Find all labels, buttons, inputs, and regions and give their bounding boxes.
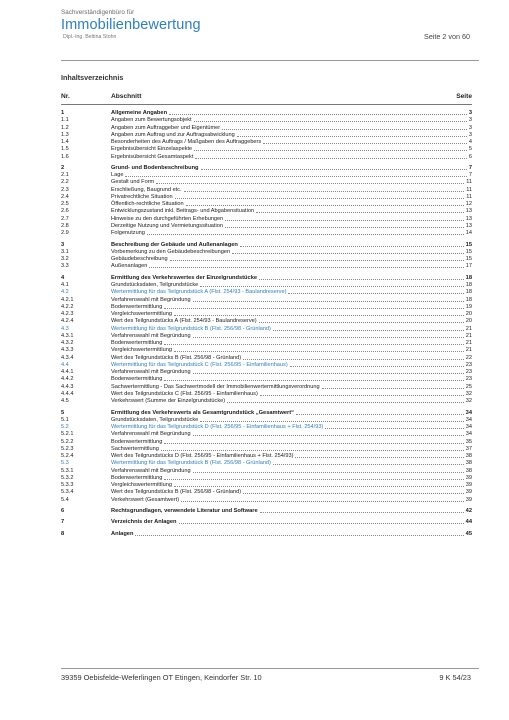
toc-entry-row[interactable] <box>61 139 472 146</box>
toc-entry-page: 21 <box>465 325 472 332</box>
toc-entry-page: 15 <box>465 248 472 255</box>
toc-entry-page: 18 <box>465 274 472 281</box>
footer-address: 39359 Oebisfelde-Weferlingen OT Etingen, Keindorfer Str. 10 <box>61 673 262 682</box>
toc-chapter-row[interactable] <box>61 531 472 538</box>
toc-dot-leader <box>164 376 463 381</box>
toc-entry-page: 18 <box>465 289 472 296</box>
toc-dot-leader <box>225 223 464 228</box>
toc-entries <box>61 110 472 538</box>
toc-chapter-row[interactable] <box>61 242 472 249</box>
toc-entry-page: 23 <box>465 361 472 368</box>
toc-dot-leader <box>225 216 464 221</box>
toc-dot-leader <box>181 497 464 502</box>
toc-entry-page: 38 <box>465 467 472 474</box>
toc-dot-leader <box>243 355 464 360</box>
toc-entry-row[interactable] <box>61 468 472 475</box>
toc-entry-title: Rechtsgrundlagen, verwendete Literatur und Software <box>111 507 258 514</box>
toc-entry-number: 2.8 <box>61 222 69 229</box>
toc-entry-title: Verkehrswert (Summe der Einzelgrundstücke) <box>111 398 226 405</box>
toc-entry-page: 7 <box>468 172 472 179</box>
toc-dot-leader <box>149 263 463 268</box>
toc-entry-page: 11 <box>466 179 472 186</box>
toc-title: Inhaltsverzeichnis <box>61 73 124 82</box>
toc-entry-page: 11 <box>466 186 472 193</box>
toc-entry-number: 4.3.2 <box>61 340 74 347</box>
toc-entry-title: Vergleichswertermittlung <box>111 482 172 488</box>
toc-dot-leader <box>322 384 464 389</box>
toc-entry-number: 2.7 <box>61 215 69 222</box>
toc-entry-number: 4.4 <box>61 361 69 368</box>
toc-entry-row[interactable] <box>61 256 472 263</box>
toc-entry-title: Bodenwertermittlung <box>111 438 163 445</box>
toc-entry-page: 34 <box>465 424 472 430</box>
toc-entry-title: Ergebnisübersicht Gesamtaspekt <box>111 153 194 160</box>
toc-entry-row[interactable] <box>61 282 472 289</box>
toc-entry-row[interactable] <box>61 146 472 153</box>
toc-dot-leader <box>193 431 464 436</box>
toc-entry-number: 4.2 <box>61 289 69 296</box>
toc-entry-page: 38 <box>465 453 472 459</box>
toc-dot-leader <box>169 110 467 115</box>
toc-entry-title: Erschließung, Baugrund etc. <box>111 186 182 193</box>
toc-entry-row[interactable] <box>61 333 472 340</box>
toc-entry-page: 3 <box>468 117 472 124</box>
toc-dot-leader <box>186 201 464 206</box>
toc-entry-row[interactable] <box>61 398 472 405</box>
header-divider <box>61 60 479 61</box>
toc-entry-page: 13 <box>465 215 472 222</box>
toc-entry-title: Allgemeine Angaben <box>111 110 168 116</box>
table-of-contents <box>61 91 472 538</box>
toc-entry-row[interactable] <box>61 417 472 424</box>
toc-entry-page: 38 <box>465 460 472 467</box>
toc-entry-number: 2.3 <box>61 186 69 193</box>
toc-entry-row[interactable] <box>61 340 472 347</box>
toc-entry-number: 2.6 <box>61 208 69 215</box>
toc-dot-leader <box>179 519 464 524</box>
toc-entry-page: 35 <box>465 438 472 445</box>
toc-dot-leader <box>194 146 467 151</box>
toc-entry-title: Folgenutzung <box>111 230 145 237</box>
toc-entry-number: 3.3 <box>61 263 69 270</box>
toc-entry-row[interactable] <box>61 460 472 467</box>
toc-entry-title: Hinweise zu den durchgeführten Erhebungen <box>111 215 224 222</box>
toc-entry-row[interactable] <box>61 125 472 132</box>
toc-dot-leader <box>147 230 464 235</box>
toc-dot-leader <box>240 242 464 247</box>
toc-entry-title: Gestalt und Form <box>111 179 155 186</box>
toc-dot-leader <box>243 489 464 494</box>
toc-entry-row[interactable] <box>61 208 472 215</box>
toc-entry-number: 5.2.1 <box>61 431 74 438</box>
toc-dot-leader <box>200 282 463 287</box>
toc-entry-page: 20 <box>465 318 472 325</box>
toc-entry-page: 13 <box>465 222 472 229</box>
toc-entry-page: 23 <box>465 376 472 383</box>
toc-entry-row[interactable] <box>61 489 472 496</box>
toc-dot-leader <box>195 154 466 159</box>
toc-entry-number: 1.4 <box>61 139 69 145</box>
toc-entry-number: 4.4.4 <box>61 390 74 397</box>
toc-entry-number: 5.3 <box>61 460 69 467</box>
toc-entry-number: 4.5 <box>61 398 69 405</box>
toc-chapter-row[interactable] <box>61 519 472 526</box>
toc-entry-row[interactable] <box>61 376 472 383</box>
toc-col-abschnitt: Abschnitt <box>111 93 142 100</box>
toc-dot-leader <box>174 482 464 487</box>
toc-entry-title: Verfahrenswahl mit Begründung <box>111 369 191 376</box>
toc-dot-leader <box>201 165 467 170</box>
toc-entry-number: 5.3.1 <box>61 467 74 474</box>
toc-entry-row[interactable] <box>61 289 472 296</box>
toc-entry-number: 5.2.3 <box>61 445 74 452</box>
toc-entry-page: 4 <box>468 139 472 145</box>
toc-entry-number: 4.3.4 <box>61 354 74 361</box>
toc-entry-row[interactable] <box>61 431 472 438</box>
toc-entry-row[interactable] <box>61 369 472 376</box>
toc-entry-row[interactable] <box>61 249 472 256</box>
toc-dot-leader <box>237 132 467 137</box>
toc-entry-title: Gebäudebeschreibung <box>111 256 168 263</box>
toc-entry-page: 3 <box>468 131 472 138</box>
toc-entry-row[interactable] <box>61 439 472 446</box>
toc-entry-number: 5.3.2 <box>61 474 74 481</box>
toc-entry-page: 3 <box>468 124 472 131</box>
toc-entry-number: 1.2 <box>61 124 69 131</box>
toc-chapter-row[interactable] <box>61 410 472 417</box>
toc-entry-title: Bodenwertermittlung <box>111 376 163 383</box>
toc-chapter-row[interactable] <box>61 275 472 282</box>
toc-entry-page: 3 <box>468 110 472 116</box>
toc-entry-row[interactable] <box>61 347 472 354</box>
footer-divider <box>61 668 479 669</box>
logo-wordmark: Immobilienbewertung <box>61 17 201 33</box>
toc-entry-row[interactable] <box>61 172 472 179</box>
toc-dot-leader <box>174 311 464 316</box>
toc-entry-number: 1.1 <box>61 117 69 124</box>
toc-entry-page: 25 <box>465 383 472 390</box>
toc-dot-leader <box>259 275 464 280</box>
toc-entry-title: Verzeichnis der Anlagen <box>111 519 177 526</box>
toc-entry-number: 5.2.4 <box>61 453 74 459</box>
logo-tagline: Sachverständigenbüro für <box>61 9 135 16</box>
toc-dot-leader <box>296 410 464 415</box>
toc-header-row <box>61 91 472 103</box>
toc-entry-page: 34 <box>465 431 472 438</box>
toc-entry-page: 15 <box>465 241 472 248</box>
toc-entry-title: Entwicklungszustand inkl. Beitrags- und Abgabensituation <box>111 208 255 215</box>
toc-entry-title: Vergleichswertermittlung <box>111 311 172 318</box>
toc-entry-title: Ermittlung des Verkehrswertes der Einzelgrundstücke <box>111 274 258 281</box>
toc-entry-page: 5 <box>468 146 472 153</box>
toc-entry-page: 37 <box>465 445 472 452</box>
toc-dot-leader <box>161 446 464 451</box>
toc-entry-title: Ermittlung des Verkehrswerts als Gesamtgrundstück „Gesamtwert“ <box>111 409 295 416</box>
toc-entry-page: 34 <box>465 416 472 423</box>
toc-entry-page: 22 <box>465 354 472 361</box>
toc-entry-title: Wert des Teilgrundstücks D (Flst. 256/95 - Einfamilienhaus + Flst. 254/93) <box>111 453 294 459</box>
logo-owner: Dipl.-Ing. Bettina Stohn <box>63 34 117 40</box>
toc-entry-page: 39 <box>465 482 472 488</box>
toc-dot-leader <box>164 304 463 309</box>
toc-entry-title: Bodenwertermittlung <box>111 474 163 481</box>
toc-col-nr: Nr. <box>61 93 70 100</box>
toc-entry-number: 4.2.2 <box>61 303 74 310</box>
toc-entry-title: Wertermittlung für das Teilgrundstück C (Flst. 256/95 - Einfamilienhaus) <box>111 361 288 368</box>
toc-entry-page: 21 <box>465 347 472 354</box>
toc-dot-leader <box>222 125 467 130</box>
toc-entry-title: Sachwertermittlung - Das Sachwertmodell der Immobilienwertermittlungsverordnung <box>111 383 320 390</box>
toc-entry-number: 5 <box>61 409 65 416</box>
toc-entry-number: 8 <box>61 530 65 537</box>
toc-entry-title: Anlagen <box>111 530 134 537</box>
toc-entry-number: 5.1 <box>61 416 69 423</box>
toc-entry-page: 45 <box>465 530 472 537</box>
toc-entry-number: 1.3 <box>61 131 69 138</box>
toc-col-seite: Seite <box>456 93 472 100</box>
toc-entry-number: 1.5 <box>61 146 69 153</box>
toc-entry-title: Wert des Teilgrundstücks A (Flst. 254/93 - Baulandreserve) <box>111 318 257 325</box>
toc-entry-row[interactable] <box>61 326 472 333</box>
toc-dot-leader <box>170 256 464 261</box>
toc-dot-leader <box>200 417 463 422</box>
toc-dot-leader <box>256 208 464 213</box>
toc-entry-page: 44 <box>465 519 472 526</box>
toc-entry-title: Angaben zum Auftrag und zur Auftragsabwicklung <box>111 131 235 138</box>
toc-entry-title: Öffentlich-rechtliche Situation <box>111 201 184 208</box>
toc-entry-number: 5.2.2 <box>61 438 74 445</box>
toc-entry-row[interactable] <box>61 497 472 504</box>
toc-entry-row[interactable] <box>61 263 472 270</box>
toc-dot-leader <box>263 139 467 144</box>
toc-entry-title: Wertermittlung für das Teilgrundstück D (Flst. 256/95 - Einfamilienhaus + Flst. 254/93) <box>111 424 324 430</box>
toc-entry-page: 39 <box>465 496 472 503</box>
toc-entry-page: 6 <box>468 153 472 160</box>
toc-entry-number: 2.2 <box>61 179 69 186</box>
toc-entry-number: 5.3.4 <box>61 489 74 496</box>
toc-entry-title: Besonderheiten des Auftrags / Maßgaben des Auftraggebers <box>111 139 262 145</box>
toc-entry-number: 5.3.3 <box>61 482 74 488</box>
company-logo <box>61 9 201 40</box>
toc-entry-page: 18 <box>465 282 472 289</box>
toc-entry-row[interactable] <box>61 453 472 460</box>
footer-case-number: 9 K 54/23 <box>439 673 471 682</box>
toc-entry-page: 11 <box>466 193 472 200</box>
toc-entry-number: 4.3.1 <box>61 332 74 339</box>
toc-entry-number: 2 <box>61 164 65 171</box>
toc-entry-number: 4.1 <box>61 282 69 289</box>
toc-entry-page: 18 <box>465 296 472 303</box>
toc-entry-row[interactable] <box>61 482 472 489</box>
toc-entry-row[interactable] <box>61 117 472 124</box>
toc-entry-title: Privatrechtliche Situation <box>111 193 173 200</box>
toc-entry-row[interactable] <box>61 391 472 398</box>
toc-dot-leader <box>164 340 463 345</box>
toc-entry-title: Grund- und Bodenbeschreibung <box>111 164 199 171</box>
toc-entry-page: 39 <box>465 474 472 481</box>
toc-entry-title: Wert des Teilgrundstücks B (Flst. 256/98 - Grünland) <box>111 489 242 496</box>
toc-entry-title: Verfahrenswahl mit Begründung <box>111 296 191 303</box>
toc-entry-number: 2.1 <box>61 172 69 179</box>
toc-entry-page: 7 <box>468 164 472 171</box>
toc-dot-leader <box>295 453 463 458</box>
toc-entry-row[interactable] <box>61 304 472 311</box>
toc-entry-row[interactable] <box>61 230 472 237</box>
toc-entry-row[interactable] <box>61 311 472 318</box>
toc-entry-page: 32 <box>465 390 472 397</box>
toc-dot-leader <box>193 333 464 338</box>
toc-dot-leader <box>193 468 464 473</box>
toc-dot-leader <box>290 362 464 367</box>
toc-entry-number: 3.1 <box>61 248 69 255</box>
toc-entry-page: 12 <box>465 201 472 208</box>
toc-entry-title: Vorbemerkung zu den Gebäudebeschreibungen <box>111 248 231 255</box>
toc-entry-number: 6 <box>61 507 65 514</box>
toc-entry-row[interactable] <box>61 154 472 161</box>
toc-dot-leader <box>227 398 464 403</box>
toc-dot-leader <box>193 297 464 302</box>
toc-entry-number: 2.9 <box>61 230 69 237</box>
toc-chapter-row[interactable] <box>61 165 472 172</box>
toc-entry-page: 17 <box>465 263 472 270</box>
toc-entry-number: 4.2.4 <box>61 318 74 325</box>
toc-entry-row[interactable] <box>61 216 472 223</box>
toc-chapter-row[interactable] <box>61 110 472 117</box>
toc-dot-leader <box>273 326 464 331</box>
toc-dot-leader <box>232 249 464 254</box>
toc-entry-number: 2.5 <box>61 201 69 208</box>
toc-chapter-row[interactable] <box>61 508 472 515</box>
toc-entry-title: Angaben zum Auftraggeber und Eigentümer <box>111 124 221 131</box>
toc-entry-title: Wert des Teilgrundstücks B (Flst. 256/98 - Grünland) <box>111 354 242 361</box>
toc-entry-title: Verfahrenswahl mit Begründung <box>111 467 191 474</box>
toc-entry-number: 3 <box>61 241 65 248</box>
toc-entry-title: Außenanlagen <box>111 263 148 270</box>
toc-entry-number: 5.4 <box>61 496 69 503</box>
toc-entry-title: Wertermittlung für das Teilgrundstück A (Flst. 254/93 - Baulandreserve) <box>111 289 287 296</box>
toc-entry-page: 32 <box>465 398 472 405</box>
toc-entry-row[interactable] <box>61 318 472 325</box>
toc-entry-title: Ergebnisübersicht Einzelaspekte <box>111 146 193 153</box>
toc-entry-title: Angaben zum Bewertungsobjekt <box>111 117 192 124</box>
toc-entry-page: 39 <box>465 489 472 496</box>
toc-entry-row[interactable] <box>61 297 472 304</box>
toc-entry-row[interactable] <box>61 355 472 362</box>
toc-entry-row[interactable] <box>61 475 472 482</box>
toc-entry-title: Beschreibung der Gebäude und Außenanlagen <box>111 241 238 248</box>
toc-entry-page: 23 <box>465 369 472 376</box>
toc-entry-page: 42 <box>465 507 472 514</box>
toc-entry-title: Verfahrenswahl mit Begründung <box>111 332 191 339</box>
toc-entry-row[interactable] <box>61 132 472 139</box>
toc-entry-page: 21 <box>465 340 472 347</box>
toc-entry-number: 4.4.2 <box>61 376 74 383</box>
toc-dot-leader <box>260 391 464 396</box>
toc-entry-title: Verkehrswert (Gesamtwert) <box>111 496 180 503</box>
toc-entry-number: 4.3 <box>61 325 69 332</box>
toc-entry-number: 4 <box>61 274 65 281</box>
toc-dot-leader <box>193 369 464 374</box>
toc-entry-row[interactable] <box>61 223 472 230</box>
toc-entry-title: Grundstücksdaten, Teilgrundstücke <box>111 416 199 423</box>
toc-entry-title: Wertermittlung für das Teilgrundstück B (Flst. 256/98 - Grünland) <box>111 460 271 467</box>
toc-entry-title: Wertermittlung für das Teilgrundstück B (Flst. 256/98 - Grünland) <box>111 325 271 332</box>
toc-entry-page: 15 <box>465 256 472 263</box>
toc-entry-row[interactable] <box>61 179 472 186</box>
toc-entry-page: 20 <box>465 311 472 318</box>
toc-entry-page: 19 <box>465 303 472 310</box>
toc-dot-leader <box>194 117 467 122</box>
toc-entry-page: 34 <box>465 409 472 416</box>
toc-entry-number: 4.4.1 <box>61 369 74 376</box>
toc-entry-title: Vergleichswertermittlung <box>111 347 172 354</box>
toc-dot-leader <box>260 508 464 513</box>
toc-dot-leader <box>184 187 465 192</box>
toc-dot-leader <box>174 347 464 352</box>
toc-entry-number: 1 <box>61 110 65 116</box>
toc-entry-page: 13 <box>465 208 472 215</box>
toc-entry-page: 14 <box>465 230 472 237</box>
toc-entry-row[interactable] <box>61 384 472 391</box>
toc-entry-title: Derzeitige Nutzung und Vermietungssituation <box>111 222 223 229</box>
toc-dot-leader <box>135 531 463 536</box>
toc-entry-number: 1.6 <box>61 153 69 160</box>
toc-dot-leader <box>164 439 463 444</box>
toc-entry-page: 21 <box>465 332 472 339</box>
toc-entry-row[interactable] <box>61 362 472 369</box>
toc-entry-title: Bodenwertermittlung <box>111 303 163 310</box>
toc-dot-leader <box>156 179 464 184</box>
toc-entry-row[interactable] <box>61 187 472 194</box>
toc-entry-row[interactable] <box>61 446 472 453</box>
toc-entry-number: 5.2 <box>61 424 69 430</box>
toc-entry-title: Wert des Teilgrundstücks C (Flst. 256/95 - Einfamilienhaus) <box>111 390 258 397</box>
toc-entry-number: 2.4 <box>61 193 69 200</box>
toc-entry-row[interactable] <box>61 424 472 431</box>
toc-entry-number: 4.2.1 <box>61 296 74 303</box>
toc-dot-leader <box>288 289 463 294</box>
toc-dot-leader <box>273 460 464 465</box>
toc-entry-number: 7 <box>61 519 65 526</box>
toc-dot-leader <box>325 424 463 429</box>
page-number: Seite 2 von 60 <box>424 32 470 41</box>
toc-entry-title: Sachwertermittlung <box>111 445 159 452</box>
toc-entry-number: 3.2 <box>61 256 69 263</box>
toc-dot-leader <box>164 475 463 480</box>
toc-entry-title: Lage <box>111 172 124 179</box>
toc-entry-number: 4.4.3 <box>61 383 74 390</box>
toc-dot-leader <box>125 172 466 177</box>
toc-dot-leader <box>259 318 464 323</box>
toc-entry-title: Grundstücksdaten, Teilgrundstücke <box>111 282 199 289</box>
toc-entry-title: Bodenwertermittlung <box>111 340 163 347</box>
toc-dot-leader <box>175 194 465 199</box>
toc-entry-number: 4.2.3 <box>61 311 74 318</box>
toc-entry-number: 4.3.3 <box>61 347 74 354</box>
toc-entry-title: Verfahrenswahl mit Begründung <box>111 431 191 438</box>
toc-entry-row[interactable] <box>61 201 472 208</box>
